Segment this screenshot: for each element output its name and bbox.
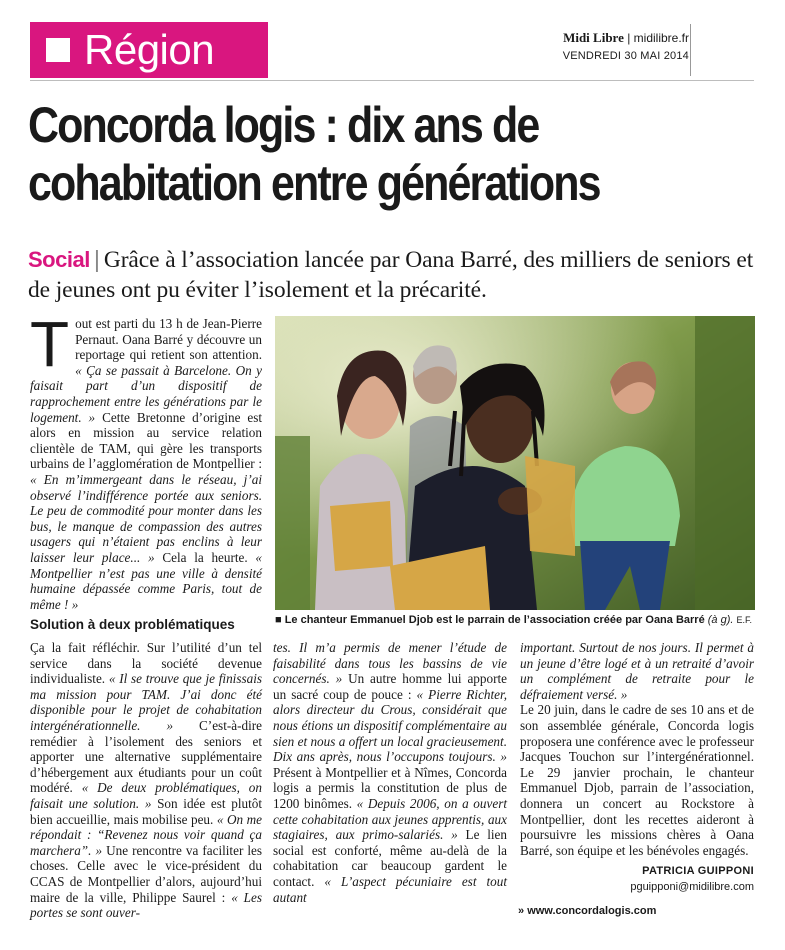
deck-separator: | (93, 246, 100, 272)
website-link-text[interactable]: www.concordalogis.com (527, 905, 657, 917)
top-rule (30, 80, 754, 81)
intro-quote-1: « Ça se passait à Barcelone. On y faisait part d’un dispositif de rapprochement entre les générations par le logement. » (30, 362, 262, 425)
headline-line-2: cohabitation entre générations (28, 155, 600, 211)
intro-text-2: Cette Bretonne d’origine est alors en mission au service relation clientèle de TAM, qui gère les transports urbains de l’agglomération de Montpellier : (30, 409, 262, 472)
masthead-date: VENDREDI 30 MAI 2014 (562, 50, 689, 62)
section-square-icon (46, 38, 70, 62)
intro-quote-3: « Montpellier n’est pas une ville à densité humaine dépassée comme Paris, tout de même ! » (30, 549, 262, 612)
masthead-brand: Midi Libre (563, 30, 624, 45)
link-arrow-icon: » (518, 905, 525, 917)
deck-kicker: Social (28, 247, 90, 272)
col1-text-3: Son idée est plutôt bien accueillie, mais mobilise peu. (30, 795, 263, 827)
masthead-separator: | (623, 31, 634, 45)
col2-quote-4: « L’aspect pécuniaire est tout autant (273, 873, 508, 905)
headline-line-1: Concorda logis : dix ans de (28, 97, 539, 153)
headline (28, 96, 664, 212)
col1-text-2: C’est-à-dire remédier à l’isolement des seniors et apporter une alternative supplémentaire d’hébergement aux étudiants pour un coût modéré. (30, 717, 262, 796)
article-photo (275, 316, 755, 610)
caption-text: Le chanteur Emmanuel Djob est le parrain de l’association créée par Oana Barré (284, 614, 705, 626)
col2-quote-3: « Depuis 2006, on a ouvert cette cohabitation aux jeunes apprentis, aux stagiaires, aux primo-salariés. » (273, 795, 507, 843)
article-column-1 (30, 640, 262, 921)
col2-quote-2: « Pierre Richter, alors directeur du Crous, considérait que nous étions un dispositif complémentaire au sien et nous a offert un local gracieusement. Dix ans après, nous l’occupons toujours. » (273, 686, 507, 765)
col1-quote-2: « De deux problématiques, on faisait une solution. » (30, 780, 262, 811)
website-link[interactable] (518, 905, 656, 917)
col1-quote-1: « Il se trouve que je finissais ma mission pour TAM. J’ai donc été disponible pour le projet de cohabitation intergénérationnelle. » (30, 671, 263, 733)
article-column-3 (520, 640, 754, 896)
col1-text-4: Une rencontre va faciliter les choses. Celle avec le vice-président du CCAS de Montpellier d’alors, aujourd’hui maire de la ville, Philippe Saurel : (30, 842, 263, 905)
article-intro (30, 308, 262, 612)
deck (28, 244, 768, 305)
col2-quote-1: tes. Il m’a permis de mener l’étude de faisabilité dans tous les bassins de vie concernés. » (273, 640, 507, 687)
col2-text-2: Présent à Montpellier et à Nîmes, Concorda logis a permis la constitution de plus de 1200 binômes. (273, 764, 507, 811)
masthead (563, 30, 689, 62)
caption-position: (à g). (707, 614, 734, 626)
col2-text-3: Le lien social est conforté, même au-delà de la cohabitation car beaucoup gardent le contact. (273, 827, 507, 889)
photo-credit: E.F. (736, 615, 753, 625)
intro-text-1: out est parti du 13 h de Jean-Pierre Pernaut. Oana Barré y découvre un reportage qui retient son attention. (75, 316, 262, 363)
byline: PATRICIA GUIPPONI (642, 865, 754, 878)
caption-bullet-icon: ■ (275, 614, 285, 626)
col1-quote-3: « On me répondait : “Revenez nous voir quand ça marchera”. » (30, 811, 262, 858)
deck-text: Grâce à l’association lancée par Oana Barré, des milliers de seniors et de jeunes ont pu éviter l’isolement et la précarité. (28, 247, 754, 303)
section-label: Région (84, 26, 215, 73)
masthead-site[interactable]: midilibre.fr (633, 31, 689, 45)
col1-quote-4: « Les portes se sont ouver- (30, 889, 262, 921)
subhead: Solution à deux problématiques (30, 617, 235, 632)
article-column-2 (273, 640, 507, 905)
col3-text-1: Le 20 juin, dans le cadre de ses 10 ans et de son assemblée générale, Concorda logis proposera une conférence avec le professeur Jacques Touchon sur l’intergénérationnel. Le 29 janvier prochain, le chanteur Emmanuel Djob, parrain de l’association, donnera un concert au Rockstore à Montpellier, dont les recettes aideront à poursuivre les missions chères à Oana Barré, son équipe et les bénévoles engagés. (520, 702, 754, 858)
photo-caption (275, 614, 755, 626)
author-email[interactable]: pguipponi@midilibre.com (630, 880, 754, 893)
intro-text-3: Cela la heurte. (162, 549, 248, 565)
col2-text-1: Un autre homme lui apporte un sacré coup de pouce : (273, 671, 507, 702)
col1-text-1: Ça la fait réfléchir. Sur l’utilité d’un tel service dans la société devenue individualiste. (30, 640, 262, 687)
section-tag (30, 22, 268, 78)
intro-quote-2: « En m’immergeant dans le réseau, j’ai observé l’indifférence portée aux seniors. Le peu de commodité pour monter dans les bus, le manque de compassion des autres usagers qui n’étaient pas enclins à leur laisser leur place... » (30, 471, 262, 565)
masthead-divider (690, 24, 691, 76)
drop-cap: T (30, 308, 70, 380)
col3-quote-1: important. Surtout de nos jours. Il permet à un jeune d’être logé et à un retraité d’avoir un complément de retraite pour le défraiement versé. » (520, 640, 754, 702)
